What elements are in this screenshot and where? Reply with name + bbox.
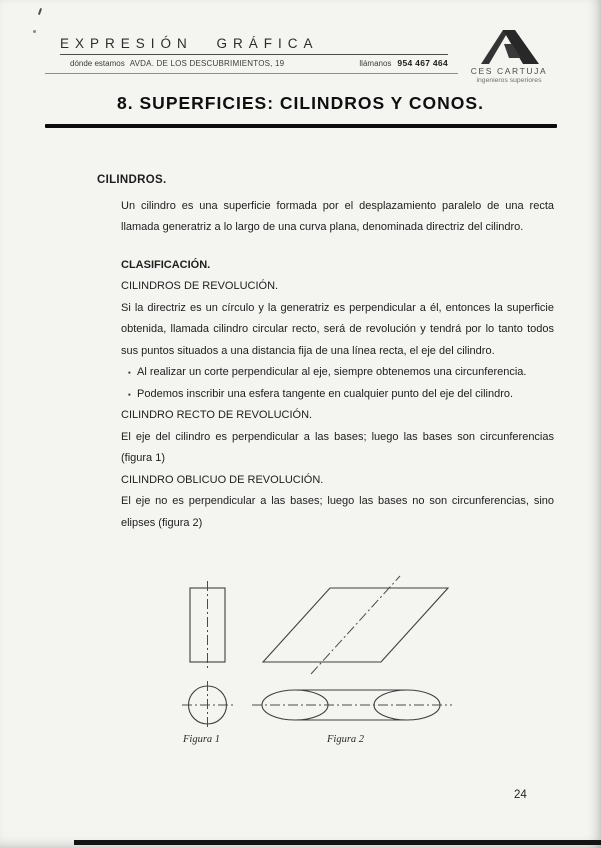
document-body — [97, 170, 555, 534]
page-title: 8. SUPERFICIES: CILINDROS Y CONOS. — [117, 93, 484, 113]
paragraph-cilindro-recto: El eje del cilindro es perpendicular a las bases; luego las bases son circunferencias (figura 1) — [121, 430, 554, 464]
ces-cartuja-logo — [462, 28, 556, 84]
heading-cilindros: CILINDROS. — [97, 174, 167, 186]
figura-1-caption: Figura 1 — [183, 734, 221, 745]
list-item — [121, 362, 554, 384]
logo-tagline: ingenieros superiores — [476, 77, 542, 84]
figures-drawing — [150, 565, 470, 743]
scan-artifact-dot — [33, 30, 36, 33]
bullet-square-icon: ▪ — [128, 389, 131, 399]
page-number: 24 — [514, 789, 527, 801]
address-label: dónde estamos — [70, 59, 125, 68]
heading-cilindros-revolucion: CILINDROS DE REVOLUCIÓN. — [121, 280, 279, 292]
figura-1-drawing — [182, 581, 233, 729]
heading-cilindro-oblicuo: CILINDRO OBLICUO DE REVOLUCIÓN. — [121, 473, 324, 486]
section-clasificacion — [121, 255, 554, 535]
scan-edge-artifact — [74, 840, 601, 845]
paragraph-cilindros-intro: Un cilindro es una superficie formada por el desplazamiento paralelo de una recta llamada generatriz a lo largo de una curva plana, denominada directriz del cilindro. — [121, 199, 554, 233]
header-divider — [45, 73, 458, 74]
bullet-text: Al realizar un corte perpendicular al eje, siempre obtenemos una circunferencia. — [137, 366, 527, 378]
phone-number: 954 467 464 — [397, 58, 448, 68]
letterhead — [60, 36, 448, 68]
title-underline — [45, 124, 557, 128]
bullet-square-icon: ▪ — [128, 368, 131, 377]
phone-label: llámanos — [359, 59, 392, 68]
scan-artifact-mark — [38, 8, 42, 15]
brand-title: EXPRESIÓN GRÁFICA — [60, 36, 448, 55]
figura-2-caption: Figura 2 — [327, 734, 365, 745]
mountain-peak-logo-icon — [477, 28, 541, 64]
address-text: AVDA. DE LOS DESCUBRIMIENTOS, 19 — [129, 59, 285, 68]
figura-2-drawing — [252, 576, 452, 720]
paragraph-revolucion: Si la directriz es un círculo y la generatriz es perpendicular a él, entonces la superficie obtenida, llamada cilindro circular recto, será de revolución y tendrá por lo tanto todos sus puntos situados a una distancia fija de una línea recta, el eje del cilindro. — [121, 301, 554, 357]
list-item — [121, 384, 554, 406]
contact-row — [60, 58, 448, 68]
paragraph-cilindro-oblicuo: El eje no es perpendicular a las bases; luego las bases no son circunferencias, sino elipses (figura 2) — [121, 495, 554, 529]
heading-cilindro-recto: CILINDRO RECTO DE REVOLUCIÓN. — [121, 409, 313, 421]
bullet-text: Podemos inscribir una esfera tangente en cualquier punto del eje del cilindro. — [137, 387, 514, 400]
bullet-list — [121, 362, 554, 405]
logo-name: CES CARTUJA — [470, 66, 548, 76]
heading-clasificacion: CLASIFICACIÓN. — [121, 258, 211, 271]
